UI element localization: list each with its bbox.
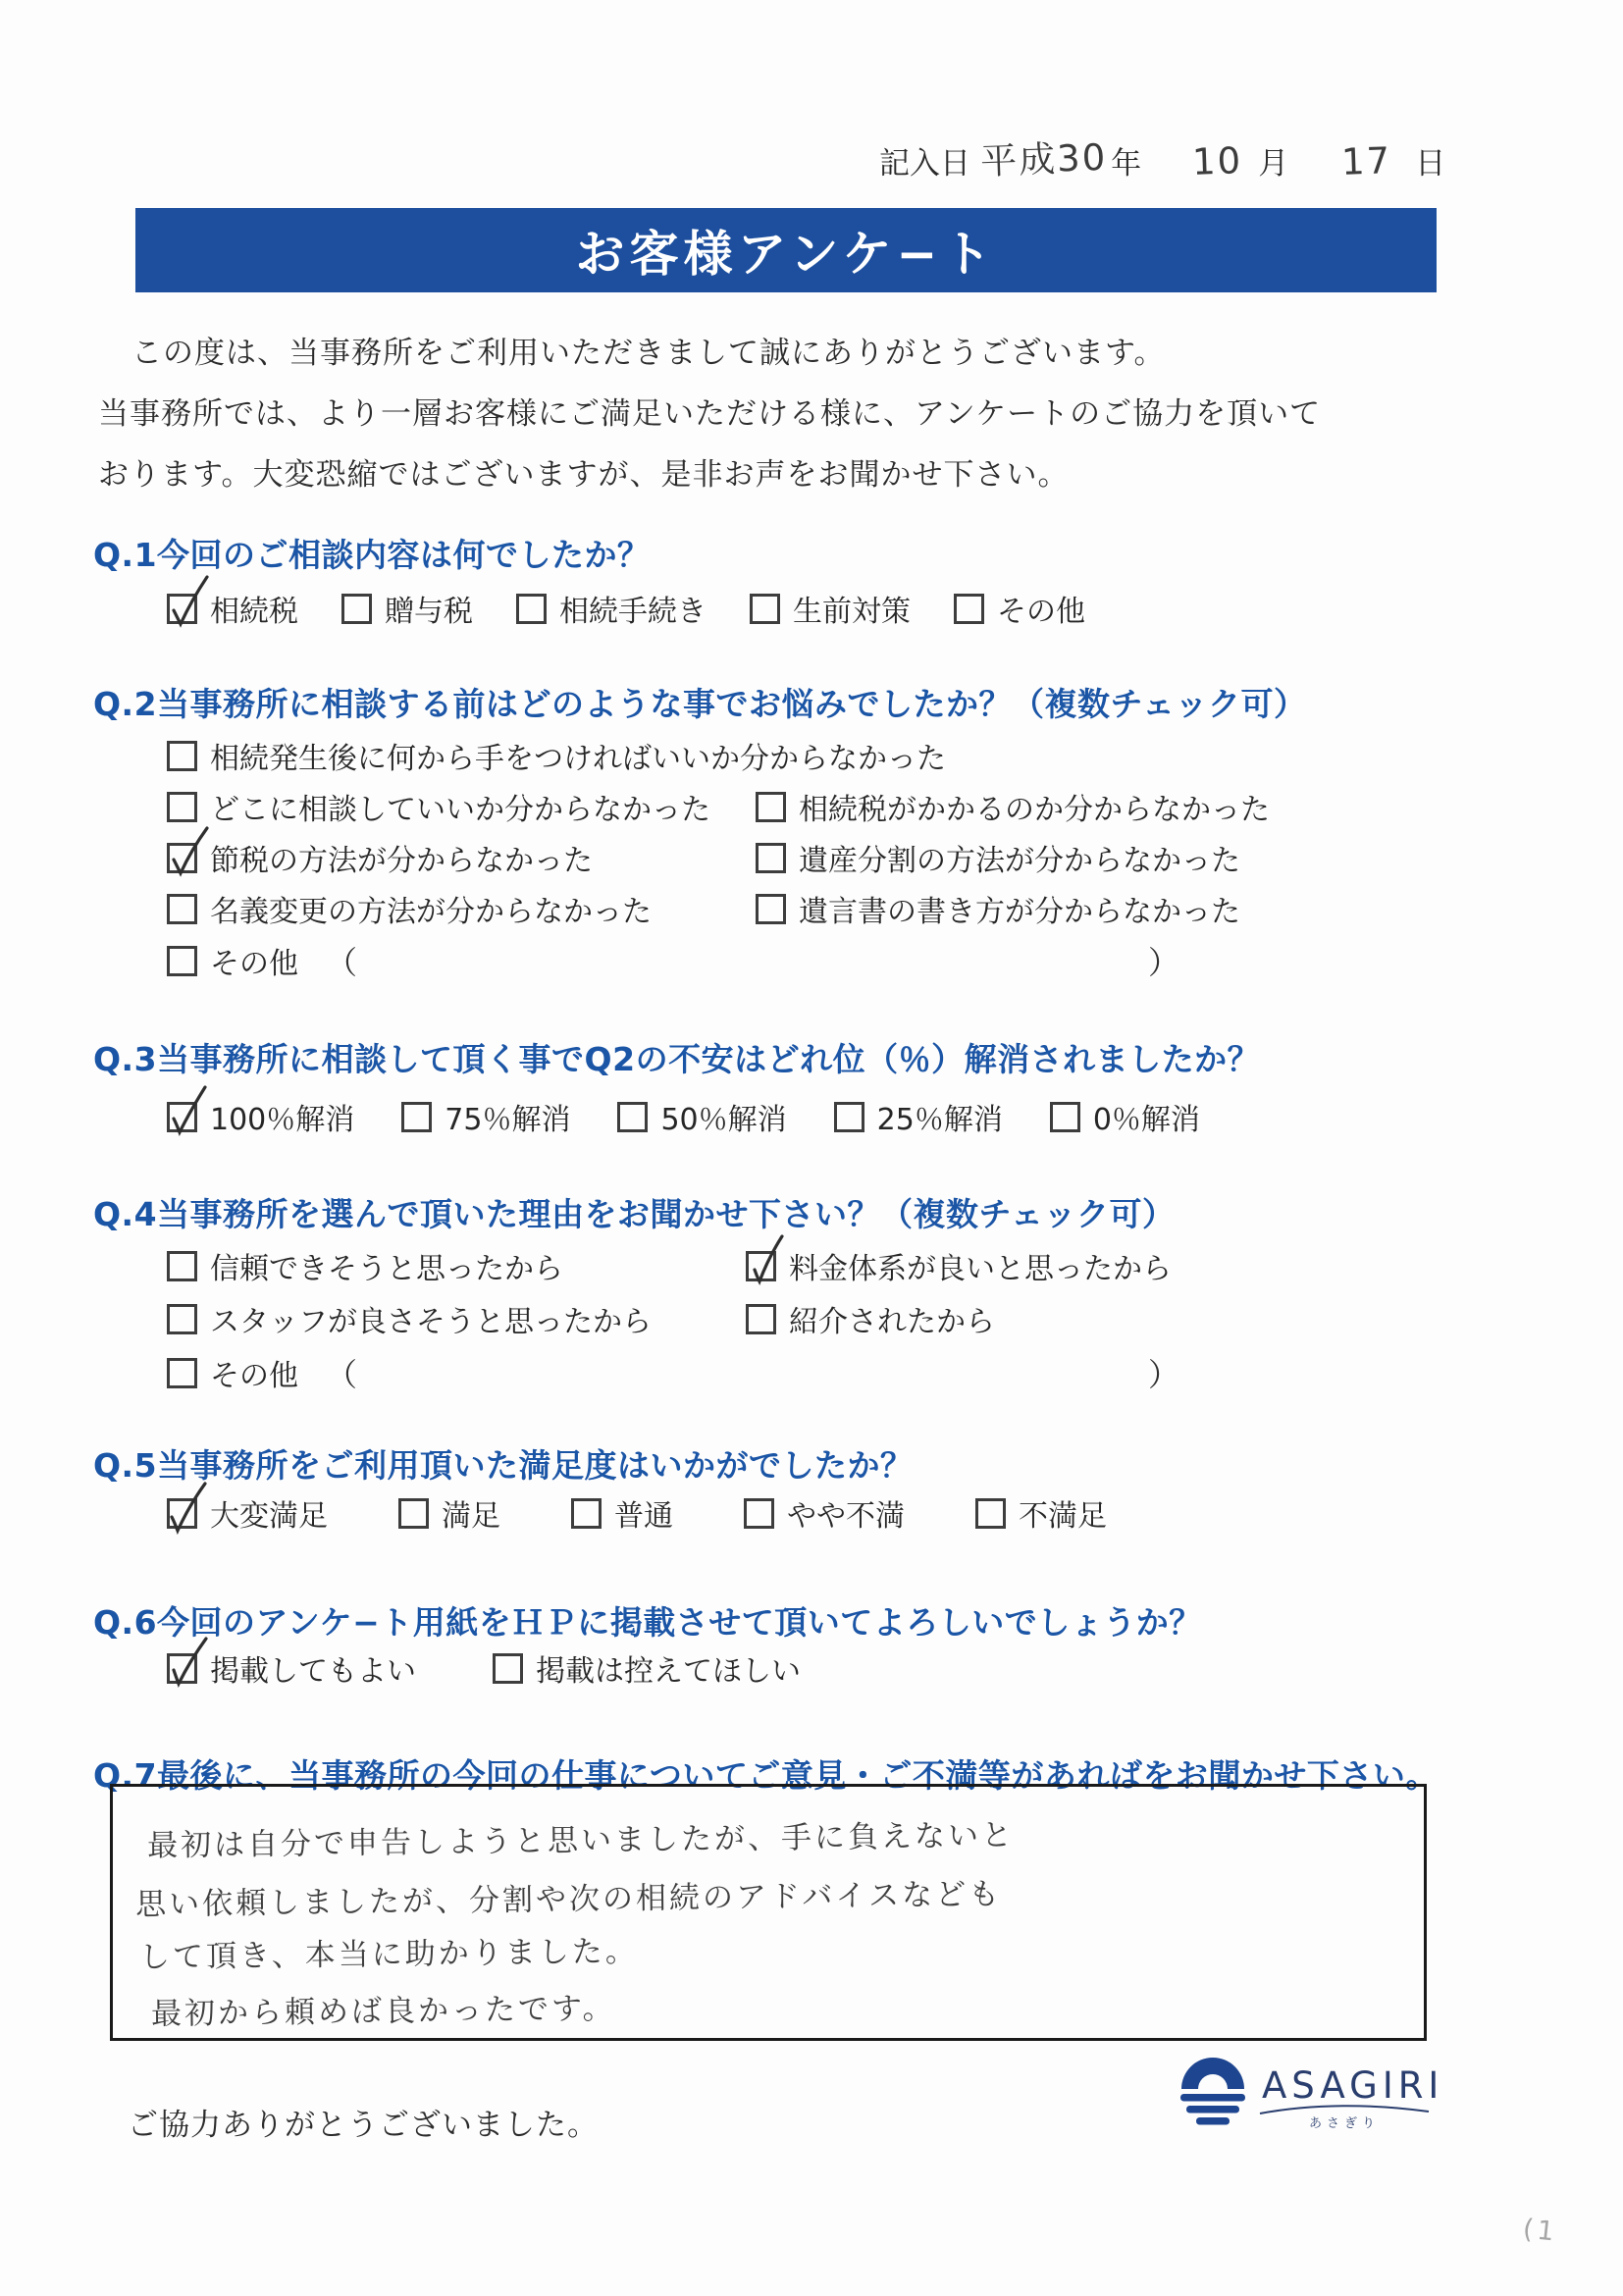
option-label: 100％解消	[210, 1103, 355, 1137]
other-paren-open: （	[326, 1356, 358, 1393]
other-paren-open: （	[326, 944, 358, 981]
page-title: お客様アンケ−ト	[575, 226, 997, 283]
comment-line-2: 思い依頼しましたが、分割や次の相続のアドバイスなども	[134, 1876, 1003, 1923]
option-label: 料金体系が良いと思ったから	[789, 1252, 1172, 1286]
logo-furigana: あさぎり	[1308, 2116, 1381, 2131]
checkbox[interactable]	[401, 1102, 432, 1132]
option	[571, 1491, 673, 1535]
q5-options	[167, 1491, 1107, 1535]
checkmark-icon	[164, 1081, 217, 1140]
option	[744, 1491, 905, 1535]
option	[750, 587, 911, 630]
option	[167, 938, 357, 983]
checkbox[interactable]	[834, 1102, 864, 1132]
option-label: 相続発生後に何から手をつければいいか分からなかった	[210, 742, 946, 776]
checkbox-checked[interactable]	[746, 1251, 776, 1281]
date-day-unit: 日	[1415, 146, 1446, 182]
option	[167, 734, 946, 777]
other-paren-close: ）	[1148, 944, 1180, 981]
option-label: 満足	[442, 1499, 500, 1534]
logo-wave-3	[1196, 2117, 1230, 2125]
option-label: 掲載は控えてほしい	[536, 1654, 801, 1689]
checkbox[interactable]	[516, 594, 547, 624]
comment-line-3: して頂き、本当に助かりました。	[138, 1933, 640, 1976]
checkmark-icon	[743, 1230, 796, 1289]
option-label: 0％解消	[1092, 1103, 1200, 1137]
checkbox[interactable]	[750, 594, 780, 624]
checkbox[interactable]	[167, 1304, 197, 1334]
option	[167, 887, 652, 930]
option	[516, 587, 707, 630]
option	[756, 836, 1240, 879]
checkbox[interactable]	[756, 792, 786, 822]
date-day-handwritten: 17	[1340, 139, 1393, 183]
option-label: 相続税がかかるのか分からなかった	[799, 793, 1270, 827]
checkmark-icon	[164, 822, 217, 881]
checkbox[interactable]	[167, 741, 197, 771]
checkbox[interactable]	[167, 894, 197, 924]
logo-swoosh	[1260, 2106, 1429, 2113]
option	[756, 785, 1270, 828]
logo-wave-2	[1186, 2106, 1239, 2113]
checkbox[interactable]	[756, 894, 786, 924]
option	[401, 1095, 570, 1138]
date-month-handwritten: 10	[1191, 139, 1243, 183]
option	[834, 1095, 1003, 1138]
date-label: 記入日	[879, 146, 970, 182]
checkbox[interactable]	[493, 1653, 523, 1684]
option	[746, 1244, 1172, 1287]
checkmark-icon	[164, 1478, 217, 1537]
q2-row-2	[167, 785, 1442, 828]
checkbox[interactable]	[617, 1102, 648, 1132]
q3-options	[167, 1095, 1200, 1138]
option	[167, 1646, 416, 1690]
option	[167, 836, 593, 879]
other-paren-close: ）	[1148, 1356, 1180, 1393]
logo-wordmark: ASAGIRI	[1262, 2064, 1437, 2107]
option-label: 節税の方法が分からなかった	[210, 844, 593, 878]
q2-row-4	[167, 887, 1442, 930]
checkbox[interactable]	[756, 843, 786, 873]
option	[1050, 1095, 1200, 1138]
checkbox[interactable]	[167, 946, 197, 976]
q1-options	[167, 587, 1085, 630]
option	[167, 785, 710, 828]
option-label: 遺言書の書き方が分からなかった	[799, 895, 1240, 929]
question-heading-q3: Q.3当事務所に相談して頂く事でQ2の不安はどれ位（％）解消されましたか？	[93, 1040, 1261, 1078]
option-label: 信頼できそうと思ったから	[210, 1252, 563, 1286]
question-heading-q4: Q.4当事務所を選んで頂いた理由をお聞かせ下さい？（複数チェック可）	[93, 1195, 1176, 1233]
checkbox[interactable]	[975, 1498, 1006, 1529]
question-heading-q5: Q.5当事務所をご利用頂いた満足度はいかがでしたか？	[93, 1446, 914, 1485]
option-label: 25％解消	[876, 1103, 1003, 1137]
q6-options	[167, 1646, 801, 1690]
option-label: 相続税	[210, 595, 298, 629]
option-label: その他	[210, 947, 298, 981]
question-heading-q1: Q.1今回のご相談内容は何でしたか？	[93, 536, 651, 574]
checkbox-checked[interactable]	[167, 843, 197, 873]
comment-line-4: 最初から頼めば良かったです。	[150, 1991, 616, 2032]
option	[617, 1095, 786, 1138]
checkbox-checked[interactable]	[167, 1498, 197, 1529]
option-label: 50％解消	[660, 1103, 787, 1137]
option	[756, 887, 1240, 930]
checkbox-checked[interactable]	[167, 594, 197, 624]
option	[341, 587, 473, 630]
option-label: 遺産分割の方法が分からなかった	[799, 844, 1240, 878]
question-heading-q7: Q.7最後に、当事務所の今回の仕事についてご意見・ご不満等があればをお聞かせ下さい。	[93, 1756, 1439, 1795]
q4-row-other	[167, 1350, 1442, 1395]
option	[167, 587, 298, 630]
checkbox[interactable]	[571, 1498, 602, 1529]
checkbox-checked[interactable]	[167, 1102, 197, 1132]
date-line	[879, 131, 1445, 184]
checkbox-checked[interactable]	[167, 1653, 197, 1684]
checkbox[interactable]	[167, 1251, 197, 1281]
q2-row-3	[167, 836, 1442, 879]
q2-row-other	[167, 938, 1442, 983]
asagiri-logo-icon	[1176, 2049, 1437, 2143]
option-label: やや不満	[787, 1499, 905, 1534]
intro-line-2: 当事務所では、より一層お客様にご満足いただける様に、アンケートのご協力を頂いて	[98, 396, 1322, 432]
intro-line-1: この度は、当事務所をご利用いただきまして誠にありがとうございます。	[131, 336, 1166, 371]
option-label: 相続手続き	[559, 595, 707, 629]
logo-wave-1	[1180, 2094, 1245, 2102]
option-label: 普通	[614, 1499, 673, 1534]
date-month-unit: 月	[1258, 146, 1289, 182]
q4-row-2	[167, 1297, 1442, 1340]
checkbox[interactable]	[746, 1304, 776, 1334]
company-logo	[1176, 2049, 1437, 2147]
option	[493, 1646, 801, 1690]
page-corner-mark: (1	[1521, 2214, 1560, 2248]
option-label: 贈与税	[385, 595, 473, 629]
option-label: 生前対策	[793, 595, 911, 629]
checkbox[interactable]	[167, 792, 197, 822]
checkbox[interactable]	[744, 1498, 774, 1529]
checkmark-icon	[164, 573, 217, 632]
checkbox[interactable]	[167, 1358, 197, 1388]
option-label: 大変満足	[210, 1499, 328, 1534]
option	[398, 1491, 500, 1535]
option-label: その他	[210, 1359, 298, 1393]
title-banner	[135, 208, 1437, 292]
option-label: どこに相談していいか分からなかった	[210, 793, 710, 827]
intro-line-3: おります。大変恐縮ではございますが、是非お声をお聞かせ下さい。	[98, 457, 1070, 493]
checkbox[interactable]	[954, 594, 984, 624]
option-label: スタッフが良さそうと思ったから	[210, 1305, 652, 1339]
option	[167, 1095, 354, 1138]
option-label: 掲載してもよい	[210, 1654, 416, 1689]
date-era-handwritten: 平成30	[979, 135, 1108, 183]
option	[167, 1244, 563, 1287]
option	[167, 1491, 328, 1535]
question-heading-q2: Q.2当事務所に相談する前はどのような事でお悩みでしたか？（複数チェック可）	[93, 685, 1307, 723]
checkmark-icon	[164, 1633, 217, 1692]
option	[167, 1297, 652, 1340]
option-label: 不満足	[1019, 1499, 1107, 1534]
checkbox[interactable]	[1050, 1102, 1080, 1132]
option-label: 75％解消	[445, 1103, 571, 1137]
option	[746, 1297, 995, 1340]
option-label: 紹介されたから	[789, 1305, 995, 1339]
option	[975, 1491, 1107, 1535]
option	[167, 1350, 357, 1395]
q2-row-1	[167, 734, 946, 777]
option-label: 名義変更の方法が分からなかった	[210, 895, 652, 929]
date-year-unit: 年	[1111, 146, 1142, 182]
option-label: その他	[997, 595, 1085, 629]
comment-line-1: 最初は自分で申告しようと思いましたが、手に負えないと	[146, 1817, 1016, 1864]
checkbox[interactable]	[398, 1498, 429, 1529]
thanks-text: ご協力ありがとうございました。	[128, 2108, 599, 2143]
checkbox[interactable]	[341, 594, 372, 624]
option	[954, 587, 1085, 630]
q4-row-1	[167, 1244, 1442, 1287]
question-heading-q6: Q.6今回のアンケ−ト用紙をＨＰに掲載させて頂いてよろしいでしょうか？	[93, 1603, 1202, 1642]
